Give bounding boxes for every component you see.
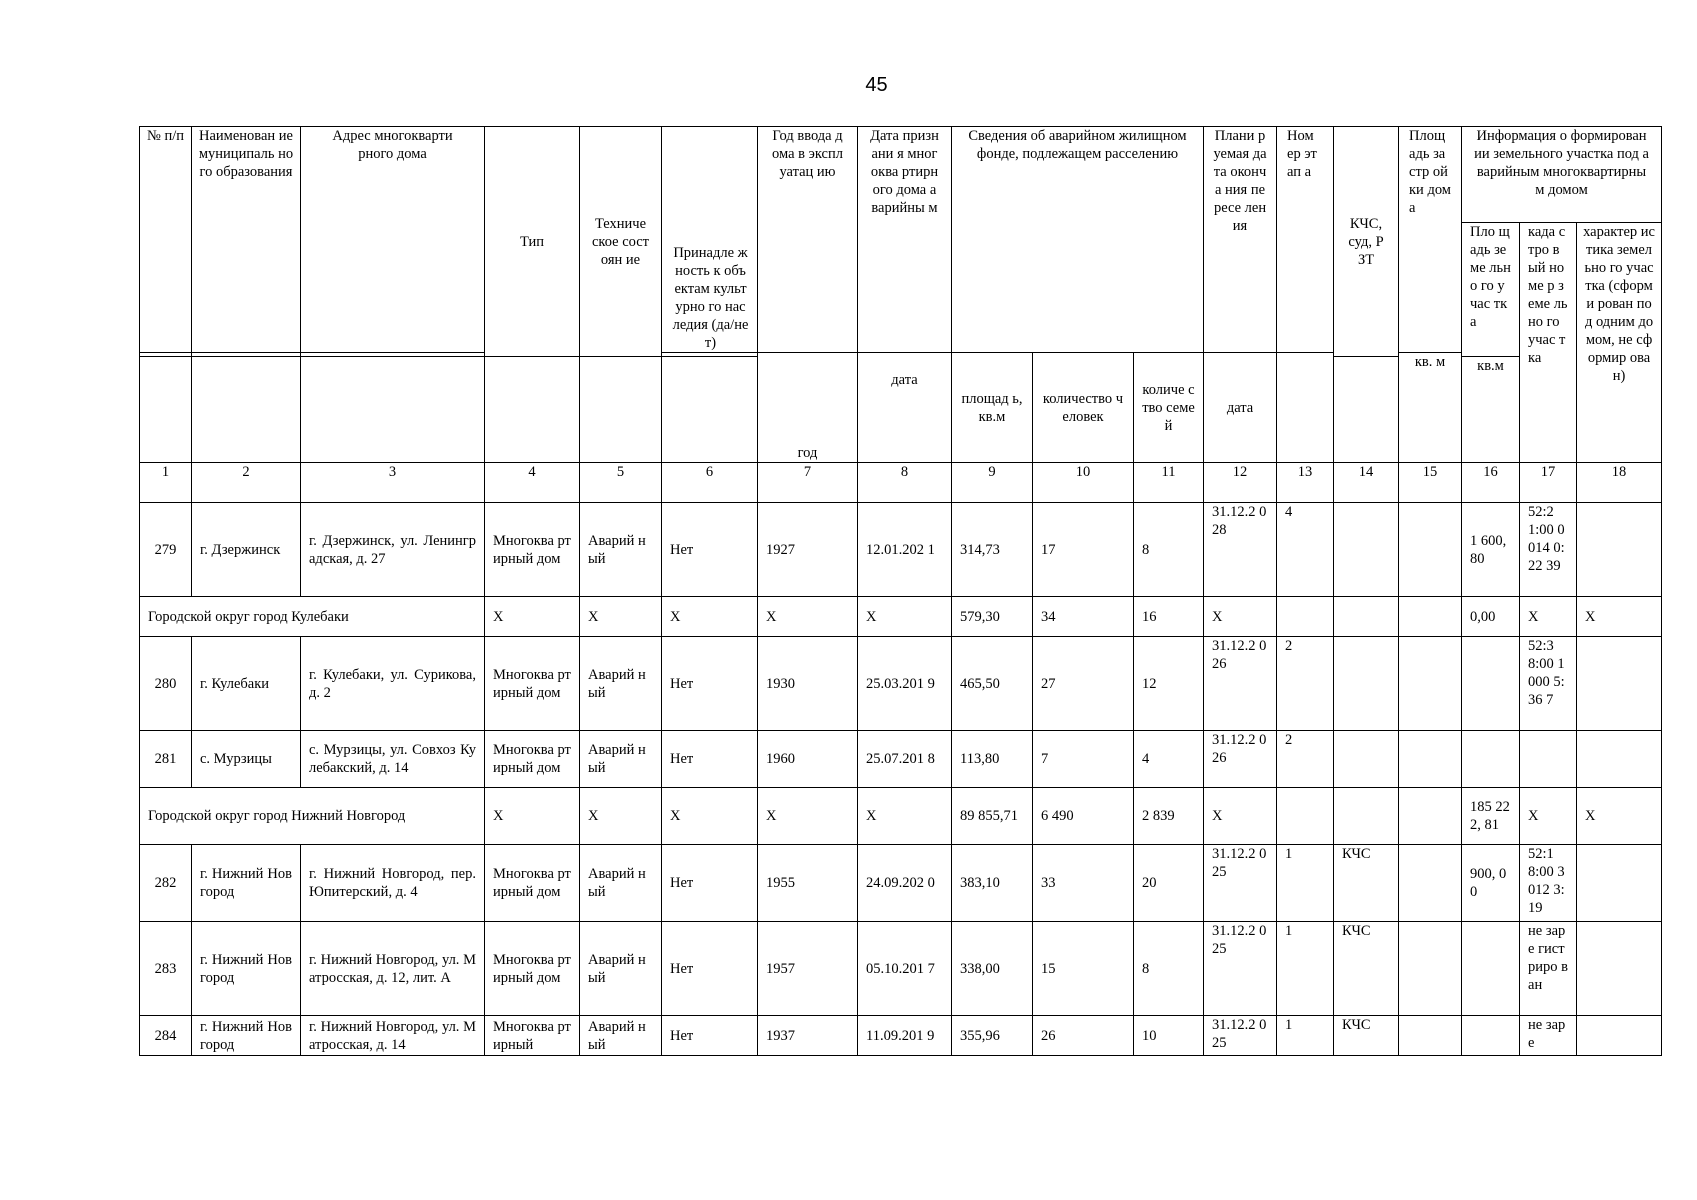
land-area-cell: 900, 00	[1462, 845, 1520, 922]
header-families-sub: количе ство семей	[1134, 353, 1204, 463]
stage-cell: 1	[1277, 922, 1334, 1016]
families-cell: 8	[1134, 503, 1204, 597]
cadastral-cell: X	[1520, 597, 1577, 637]
kchs-cell: КЧС	[1334, 1016, 1399, 1056]
area-cell: 89 855,71	[952, 788, 1033, 845]
table-row	[140, 922, 1662, 1016]
year-cell: 1955	[758, 845, 858, 922]
built-area-cell	[1399, 637, 1462, 731]
families-cell: 10	[1134, 1016, 1204, 1056]
cadastral-cell	[1520, 731, 1577, 788]
header-kchs: КЧС, суд, РЗТ	[1334, 127, 1399, 357]
recognition-date-cell: 05.10.201 7	[858, 922, 952, 1016]
state-cell: Аварий ный	[580, 1016, 662, 1056]
kchs-cell	[1334, 788, 1399, 845]
cadastral-cell: X	[1520, 788, 1577, 845]
land-char-cell	[1577, 1016, 1662, 1056]
land-char-cell	[1577, 922, 1662, 1016]
people-cell: 15	[1033, 922, 1134, 1016]
families-cell: 16	[1134, 597, 1204, 637]
cadastral-cell: не заре гист риро ван	[1520, 922, 1577, 1016]
area-cell: 314,73	[952, 503, 1033, 597]
plan-date-cell: X	[1204, 788, 1277, 845]
cadastral-cell: 52:1 8:00 3012 3:19	[1520, 845, 1577, 922]
plan-date-cell: 31.12.2 026	[1204, 637, 1277, 731]
year-cell: 1960	[758, 731, 858, 788]
year-cell: 1957	[758, 922, 858, 1016]
people-cell: 17	[1033, 503, 1134, 597]
kchs-cell	[1334, 637, 1399, 731]
column-number-row	[140, 463, 1662, 503]
cadastral-cell: 52:2 1:00 0014 0:22 39	[1520, 503, 1577, 597]
table-row	[140, 845, 1662, 922]
type-cell: Многоква ртирный дом	[485, 503, 580, 597]
land-char-cell	[1577, 845, 1662, 922]
land-char-cell	[1577, 503, 1662, 597]
area-cell: 355,96	[952, 1016, 1033, 1056]
column-number: 13	[1277, 463, 1334, 503]
recognition-date-cell: 25.07.201 8	[858, 731, 952, 788]
municipality-cell: г. Нижний Новгород	[192, 922, 301, 1016]
table-row	[140, 1016, 1662, 1056]
heritage-cell: X	[662, 788, 758, 845]
stage-cell: 4	[1277, 503, 1334, 597]
people-cell: 7	[1033, 731, 1134, 788]
address-cell: г. Дзержинск, ул. Ленинградская, д. 27	[301, 503, 485, 597]
heritage-cell: Нет	[662, 1016, 758, 1056]
column-number: 16	[1462, 463, 1520, 503]
table-row	[140, 503, 1662, 597]
header-number: № п/п	[140, 127, 192, 353]
land-char-cell: X	[1577, 597, 1662, 637]
land-area-cell	[1462, 731, 1520, 788]
kchs-cell: КЧС	[1334, 845, 1399, 922]
column-number: 12	[1204, 463, 1277, 503]
header-year-sub: год	[758, 353, 858, 463]
heritage-cell: Нет	[662, 731, 758, 788]
heritage-cell: Нет	[662, 845, 758, 922]
stage-cell	[1277, 597, 1334, 637]
header-recognition-date: Дата признани я многоква ртирного дома аварийны м	[858, 127, 952, 353]
table-row	[140, 731, 1662, 788]
page-number: 45	[865, 74, 888, 96]
stage-cell: 2	[1277, 637, 1334, 731]
header-land-area-sub: кв.м	[1462, 357, 1520, 463]
state-cell: Аварий ный	[580, 637, 662, 731]
kchs-cell	[1334, 503, 1399, 597]
table-body	[140, 503, 1662, 1056]
plan-date-cell: 31.12.2 026	[1204, 731, 1277, 788]
column-number: 17	[1520, 463, 1577, 503]
header-municipality: Наименован ие муниципаль ного образования	[192, 127, 301, 353]
built-area-cell	[1399, 845, 1462, 922]
header-stage: Ном ер этап а	[1277, 127, 1334, 353]
column-number: 9	[952, 463, 1033, 503]
year-cell: 1927	[758, 503, 858, 597]
year-cell: X	[758, 788, 858, 845]
heritage-cell: Нет	[662, 503, 758, 597]
column-number: 18	[1577, 463, 1662, 503]
district-total-row	[140, 597, 1662, 637]
land-area-cell	[1462, 637, 1520, 731]
header-built-area: Площ адь застр ойки дома	[1399, 127, 1462, 353]
header-land-area: Пло щадь земе льно го учас тка	[1462, 223, 1520, 357]
type-cell: Многоква ртирный дом	[485, 845, 580, 922]
type-cell: X	[485, 597, 580, 637]
district-title: Городской округ город Кулебаки	[140, 597, 485, 637]
kchs-cell: КЧС	[1334, 922, 1399, 1016]
built-area-cell	[1399, 922, 1462, 1016]
header-plan-date: Плани руемая дата оконча ния пересе ления	[1204, 127, 1277, 353]
land-area-cell	[1462, 1016, 1520, 1056]
built-area-cell	[1399, 731, 1462, 788]
plan-date-cell: X	[1204, 597, 1277, 637]
land-area-cell: 0,00	[1462, 597, 1520, 637]
district-title: Городской округ город Нижний Новгород	[140, 788, 485, 845]
year-cell: 1937	[758, 1016, 858, 1056]
recognition-date-cell: 12.01.202 1	[858, 503, 952, 597]
type-cell: Многоква ртирный	[485, 1016, 580, 1056]
built-area-cell	[1399, 1016, 1462, 1056]
header-heritage: Принадле жность к объектам культурно го наследия (да/нет)	[662, 127, 758, 353]
land-area-cell: 185 222, 81	[1462, 788, 1520, 845]
state-cell: X	[580, 597, 662, 637]
type-cell: Многоква ртирный дом	[485, 731, 580, 788]
column-number: 7	[758, 463, 858, 503]
heritage-cell: Нет	[662, 922, 758, 1016]
row-number: 282	[140, 845, 192, 922]
column-number: 15	[1399, 463, 1462, 503]
stage-cell: 1	[1277, 1016, 1334, 1056]
plan-date-cell: 31.12.2 025	[1204, 1016, 1277, 1056]
header-plan-date-sub: дата	[1204, 353, 1277, 463]
district-total-row	[140, 788, 1662, 845]
state-cell: Аварий ный	[580, 731, 662, 788]
stage-cell: 1	[1277, 845, 1334, 922]
type-cell: Многоква ртирный дом	[485, 922, 580, 1016]
state-cell: Аварий ный	[580, 503, 662, 597]
municipality-cell: г. Дзержинск	[192, 503, 301, 597]
header-date-sub: дата	[858, 353, 952, 463]
area-cell: 338,00	[952, 922, 1033, 1016]
header-tech-state: Техниче ское состоян ие	[580, 127, 662, 357]
families-cell: 8	[1134, 922, 1204, 1016]
type-cell: Многоква ртирный дом	[485, 637, 580, 731]
municipality-cell: г. Нижний Новгород	[192, 845, 301, 922]
recognition-date-cell: X	[858, 597, 952, 637]
people-cell: 26	[1033, 1016, 1134, 1056]
header-land-info: Информация о формировании земельного участка под аварийным многоквартирным домом	[1462, 127, 1662, 223]
header-cadastral: када стро вый номе р земе льно го учас тка	[1520, 223, 1577, 463]
stage-cell	[1277, 788, 1334, 845]
table-header	[140, 127, 1662, 503]
column-number: 2	[192, 463, 301, 503]
row-number: 281	[140, 731, 192, 788]
stage-cell: 2	[1277, 731, 1334, 788]
heritage-cell: X	[662, 597, 758, 637]
header-address: Адрес многоквартирного дома	[301, 127, 485, 353]
area-cell: 579,30	[952, 597, 1033, 637]
state-cell: X	[580, 788, 662, 845]
plan-date-cell: 31.12.2 025	[1204, 922, 1277, 1016]
municipality-cell: г. Нижний Новгород	[192, 1016, 301, 1056]
recognition-date-cell: X	[858, 788, 952, 845]
header-built-area-sub: кв. м	[1399, 353, 1462, 463]
address-cell: г. Кулебаки, ул. Сурикова, д. 2	[301, 637, 485, 731]
header-area-sub: площад ь, кв.м	[952, 353, 1033, 463]
address-cell: г. Нижний Новгород, ул. Матросская, д. 14	[301, 1016, 485, 1056]
address-cell: г. Нижний Новгород, пер. Юпитерский, д. 4	[301, 845, 485, 922]
kchs-cell	[1334, 597, 1399, 637]
row-number: 283	[140, 922, 192, 1016]
address-cell: г. Нижний Новгород, ул. Матросская, д. 12, лит. А	[301, 922, 485, 1016]
land-char-cell	[1577, 731, 1662, 788]
land-char-cell: X	[1577, 788, 1662, 845]
area-cell: 383,10	[952, 845, 1033, 922]
built-area-cell	[1399, 597, 1462, 637]
table-row	[140, 637, 1662, 731]
address-cell: с. Мурзицы, ул. Совхоз Кулебакский, д. 14	[301, 731, 485, 788]
recognition-date-cell: 25.03.201 9	[858, 637, 952, 731]
land-area-cell	[1462, 922, 1520, 1016]
year-cell: 1930	[758, 637, 858, 731]
column-number: 14	[1334, 463, 1399, 503]
column-number: 8	[858, 463, 952, 503]
area-cell: 465,50	[952, 637, 1033, 731]
column-number: 4	[485, 463, 580, 503]
row-number: 279	[140, 503, 192, 597]
municipality-cell: с. Мурзицы	[192, 731, 301, 788]
cadastral-cell: не заре	[1520, 1016, 1577, 1056]
people-cell: 6 490	[1033, 788, 1134, 845]
row-number: 280	[140, 637, 192, 731]
state-cell: Аварий ный	[580, 922, 662, 1016]
heritage-cell: Нет	[662, 637, 758, 731]
column-number: 10	[1033, 463, 1134, 503]
land-char-cell	[1577, 637, 1662, 731]
header-land-char: характер истика земельно го участка (сформи рован под одним домом, не сформир ован)	[1577, 223, 1662, 463]
header-housing-info: Сведения об аварийном жилищном фонде, подлежащем расселению	[952, 127, 1204, 353]
header-type: Тип	[485, 127, 580, 357]
year-cell: X	[758, 597, 858, 637]
municipality-cell: г. Кулебаки	[192, 637, 301, 731]
column-number: 6	[662, 463, 758, 503]
column-number: 11	[1134, 463, 1204, 503]
plan-date-cell: 31.12.2 025	[1204, 845, 1277, 922]
people-cell: 34	[1033, 597, 1134, 637]
families-cell: 4	[1134, 731, 1204, 788]
row-number: 284	[140, 1016, 192, 1056]
recognition-date-cell: 11.09.201 9	[858, 1016, 952, 1056]
plan-date-cell: 31.12.2 028	[1204, 503, 1277, 597]
built-area-cell	[1399, 788, 1462, 845]
cadastral-cell: 52:3 8:00 1000 5:36 7	[1520, 637, 1577, 731]
families-cell: 2 839	[1134, 788, 1204, 845]
people-cell: 33	[1033, 845, 1134, 922]
people-cell: 27	[1033, 637, 1134, 731]
kchs-cell	[1334, 731, 1399, 788]
land-area-cell: 1 600, 80	[1462, 503, 1520, 597]
column-number: 3	[301, 463, 485, 503]
state-cell: Аварий ный	[580, 845, 662, 922]
column-number: 5	[580, 463, 662, 503]
emergency-housing-table	[139, 126, 1662, 1056]
families-cell: 20	[1134, 845, 1204, 922]
header-people-sub: количество человек	[1033, 353, 1134, 463]
recognition-date-cell: 24.09.202 0	[858, 845, 952, 922]
column-number: 1	[140, 463, 192, 503]
built-area-cell	[1399, 503, 1462, 597]
type-cell: X	[485, 788, 580, 845]
families-cell: 12	[1134, 637, 1204, 731]
header-year: Год ввода дома в эксплуатац ию	[758, 127, 858, 353]
area-cell: 113,80	[952, 731, 1033, 788]
